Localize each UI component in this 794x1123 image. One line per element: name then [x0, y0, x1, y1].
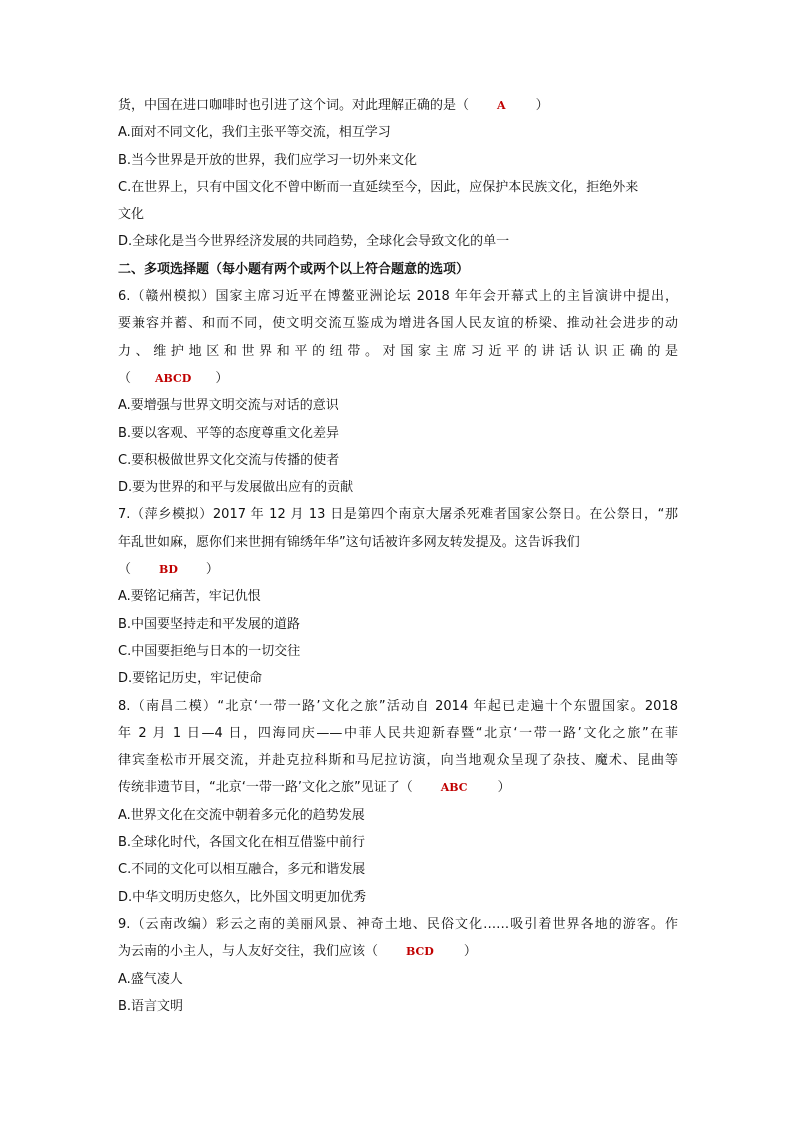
q8-option-b: B.全球化时代，各国文化在相互借鉴中前行: [118, 835, 366, 851]
q9-answer: BCD: [406, 945, 434, 959]
q6-stem-line-1: 6.（赣州模拟）国家主席习近平在博鳌亚洲论坛 2018 年年会开幕式上的主旨演讲中提出，: [118, 289, 678, 305]
q9-answer-line: [118, 938, 678, 965]
q7-stem-line-1: 7.（萍乡模拟）2017 年 12 月 13 日是第四个南京大屠杀死难者国家公祭日。在公祭日，“那: [118, 507, 678, 523]
q8-stem-line-4: 传统非遗节目，“北京‘一带一路’文化之旅”见证了（: [118, 780, 413, 796]
q5-option-c: C.在世界上，只有中国文化不曾中断而一直延续至今，因此，应保护本民族文化，拒绝外来: [118, 179, 639, 195]
q6-option-c: C.要积极做世界文化交流与传播的使者: [118, 452, 340, 468]
q5-close-paren: ）: [535, 98, 549, 113]
q8-stem-line-3: 律宾奎松市开展交流，并赴克拉科斯和马尼拉访演，向当地观众呈现了杂技、魔术、昆曲等: [118, 753, 678, 769]
q6-close-paren: ）: [215, 370, 229, 386]
q6-answer-line: [118, 365, 678, 392]
q6-answer: ABCD: [155, 371, 192, 385]
q5-option-b: B.当今世界是开放的世界，我们应学习一切外来文化: [118, 152, 418, 168]
q7-option-d: D.要铭记历史，牢记使命: [118, 671, 263, 687]
q6-open-paren: （: [118, 370, 132, 386]
q9-option-a: A.盛气凌人: [118, 971, 183, 987]
q7-option-a: A.要铭记痛苦，牢记仇恨: [118, 589, 261, 605]
q6-option-b: B.要以客观、平等的态度尊重文化差异: [118, 425, 340, 441]
q5-answer: A: [497, 99, 506, 112]
q9-stem-line-2: 为云南的小主人，与人友好交往，我们应该（: [118, 944, 379, 960]
q7-open-paren: （: [118, 562, 132, 578]
q8-close-paren: ）: [497, 780, 511, 796]
q7-close-paren: ）: [205, 562, 219, 578]
q8-stem-line-2: 年 2 月 1 日—4 日，四海同庆——中菲人民共迎新春暨“北京‘一带一路’文化之旅”在菲: [118, 725, 678, 741]
q7-answer: BD: [159, 563, 178, 577]
q9-option-b: B.语言文明: [118, 998, 184, 1014]
q5-option-c-cont: 文化: [118, 207, 145, 223]
q6-stem-line-3: 力、维护地区和世界和平的纽带。对国家主席习近平的讲话认识正确的是: [118, 343, 678, 359]
q9-stem-line-1: 9.（云南改编）彩云之南的美丽风景、神奇土地、民俗文化……吸引着世界各地的游客。作: [118, 916, 678, 932]
document-page: [118, 92, 678, 1020]
q7-option-c: C.中国要拒绝与日本的一切交往: [118, 643, 301, 659]
q8-option-a: A.世界文化在交流中朝着多元化的趋势发展: [118, 807, 365, 823]
q7-stem-line-2: 年乱世如麻，愿你们来世拥有锦绣年华”这句话被许多网友转发提及。这告诉我们: [118, 534, 580, 550]
q7-option-b: B.中国要坚持走和平发展的道路: [118, 616, 301, 632]
section-heading: 二、多项选择题（每小题有两个或两个以上符合题意的选项）: [118, 261, 470, 277]
q5-stem-line: [118, 92, 678, 119]
q7-answer-line: [118, 556, 678, 583]
q8-option-c: C.不同的文化可以相互融合，多元和谐发展: [118, 862, 366, 878]
q5-option-d: D.全球化是当今世界经济发展的共同趋势，全球化会导致文化的单一: [118, 234, 510, 250]
q8-stem-line-1: 8.（南昌二模）“北京‘一带一路’文化之旅”活动自 2014 年起已走遍十个东盟国家。2018: [118, 698, 678, 714]
q9-close-paren: ）: [463, 944, 477, 960]
q5-stem-text: 货，中国在进口咖啡时也引进了这个词。对此理解正确的是（: [118, 98, 470, 113]
q8-option-d: D.中华文明历史悠久，比外国文明更加优秀: [118, 889, 367, 905]
q6-stem-line-2: 要兼容并蓄、和而不同，使文明交流互鉴成为增进各国人民友谊的桥梁、推动社会进步的动: [118, 316, 678, 332]
q5-option-a: A.面对不同文化，我们主张平等交流，相互学习: [118, 125, 391, 141]
q6-option-a: A.要增强与世界文明交流与对话的意识: [118, 398, 339, 414]
q8-answer: ABC: [440, 781, 468, 795]
q8-answer-line: [118, 774, 678, 801]
q6-option-d: D.要为世界的和平与发展做出应有的贡献: [118, 480, 354, 496]
